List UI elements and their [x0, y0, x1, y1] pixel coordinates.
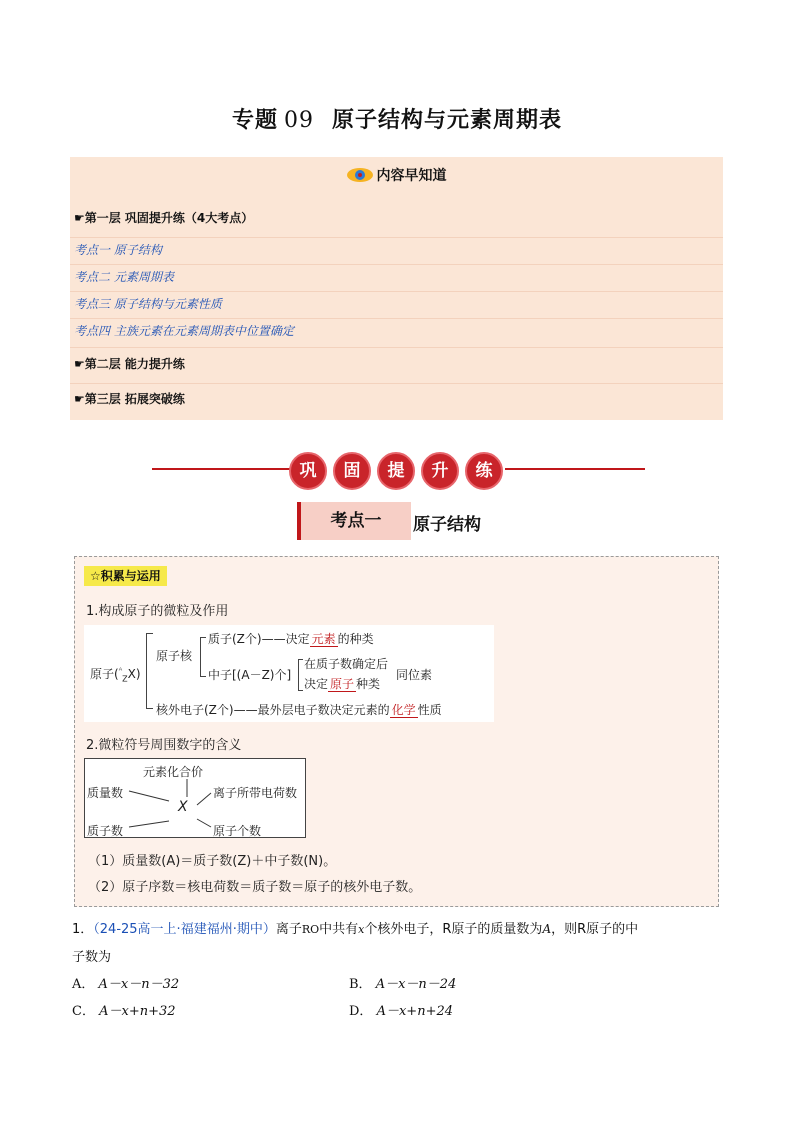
title-number: 09: [284, 108, 314, 133]
section1-title: 1.构成原子的微粒及作用: [86, 604, 229, 619]
page-title: [0, 103, 794, 134]
element-symbol: X: [178, 799, 188, 815]
proton-number-label: 质子数: [87, 824, 124, 838]
toc-topic-1[interactable]: 考点一 原子结构: [74, 243, 162, 257]
toc-divider: [70, 264, 723, 265]
option-a[interactable]: A． A－x－n－32: [72, 977, 180, 992]
option-b[interactable]: B． A－x－n－24: [349, 977, 457, 992]
banner-line-left: [152, 468, 292, 470]
mass-number-label: 质量数: [87, 786, 124, 800]
toc-topic-4[interactable]: 考点四 主族元素在元素周期表中位置确定: [74, 324, 294, 338]
banner-char: 固: [333, 452, 371, 490]
toc-divider: [70, 383, 723, 384]
note-1: （1）质量数(A)＝质子数(Z)＋中子数(N)。: [88, 854, 337, 869]
kaodian-tag-text: 考点一: [330, 511, 382, 531]
banner-char: 练: [465, 452, 503, 490]
toc-header: [70, 165, 723, 185]
title-prefix: 专题: [231, 108, 278, 133]
toc-divider: [70, 347, 723, 348]
toc-divider: [70, 237, 723, 238]
option-c[interactable]: C． A－x+n+32: [72, 1004, 176, 1019]
banner-char: 巩: [289, 452, 327, 490]
title-text: 原子结构与元素周期表: [332, 108, 563, 133]
toc-level2[interactable]: ☛第二层 能力提升练: [74, 357, 185, 371]
valence-label: 元素化合价: [143, 765, 204, 779]
proton-line: 质子(Z个)——决定 元素 的种类: [208, 632, 374, 646]
toc-level1[interactable]: ☛第一层 巩固提升练（4大考点）: [74, 211, 254, 225]
section2-title: 2.微粒符号周围数字的含义: [86, 738, 242, 753]
electron-line: 核外电子(Z个)——最外层电子数决定元素的 化学 性质: [156, 703, 442, 717]
kaodian-tag: [297, 502, 411, 540]
toc-header-text: 内容早知道: [376, 168, 447, 184]
nucleus-label: 原子核: [156, 649, 193, 663]
box-label: ☆积累与运用: [84, 566, 167, 586]
neutron-label: 中子[(A－Z)个]: [208, 668, 292, 682]
banner-char: 提: [377, 452, 415, 490]
brace: [298, 659, 303, 691]
brace: [200, 637, 206, 677]
toc-topic-2[interactable]: 考点二 元素周期表: [74, 270, 174, 284]
charge-label: 离子所带电荷数: [213, 786, 298, 800]
toc-level3[interactable]: ☛第三层 拓展突破练: [74, 392, 185, 406]
brace: [146, 633, 153, 709]
symbol-diagram: [84, 758, 306, 838]
banner-char: 升: [421, 452, 459, 490]
neutron-line-b: 决定 原子 种类: [304, 677, 381, 691]
eye-icon: [347, 168, 373, 182]
toc-divider: [70, 291, 723, 292]
question-stem: 1．（24-25高一上·福建福州·期中）离子RO中共有x个核外电子，R原子的质量数为A，则R原子的中: [72, 922, 639, 937]
question-stem-line2: 子数为: [72, 950, 112, 965]
toc-topic-3[interactable]: 考点三 原子结构与元素性质: [74, 297, 222, 311]
toc-box: [70, 157, 723, 420]
kaodian-name: 原子结构: [413, 515, 481, 535]
atom-count-label: 原子个数: [213, 824, 262, 838]
particle-diagram: [84, 625, 494, 722]
option-d[interactable]: D． A－x+n+24: [349, 1004, 453, 1019]
banner-line-right: [505, 468, 645, 470]
atom-label: 原子($^ᴬ_Z$X): [90, 666, 141, 684]
note-2: （2）原子序数＝核电荷数＝质子数＝原子的核外电子数。: [88, 880, 422, 895]
toc-divider: [70, 318, 723, 319]
isotope-label: 同位素: [396, 668, 433, 682]
neutron-line-a: 在质子数确定后: [304, 657, 389, 671]
